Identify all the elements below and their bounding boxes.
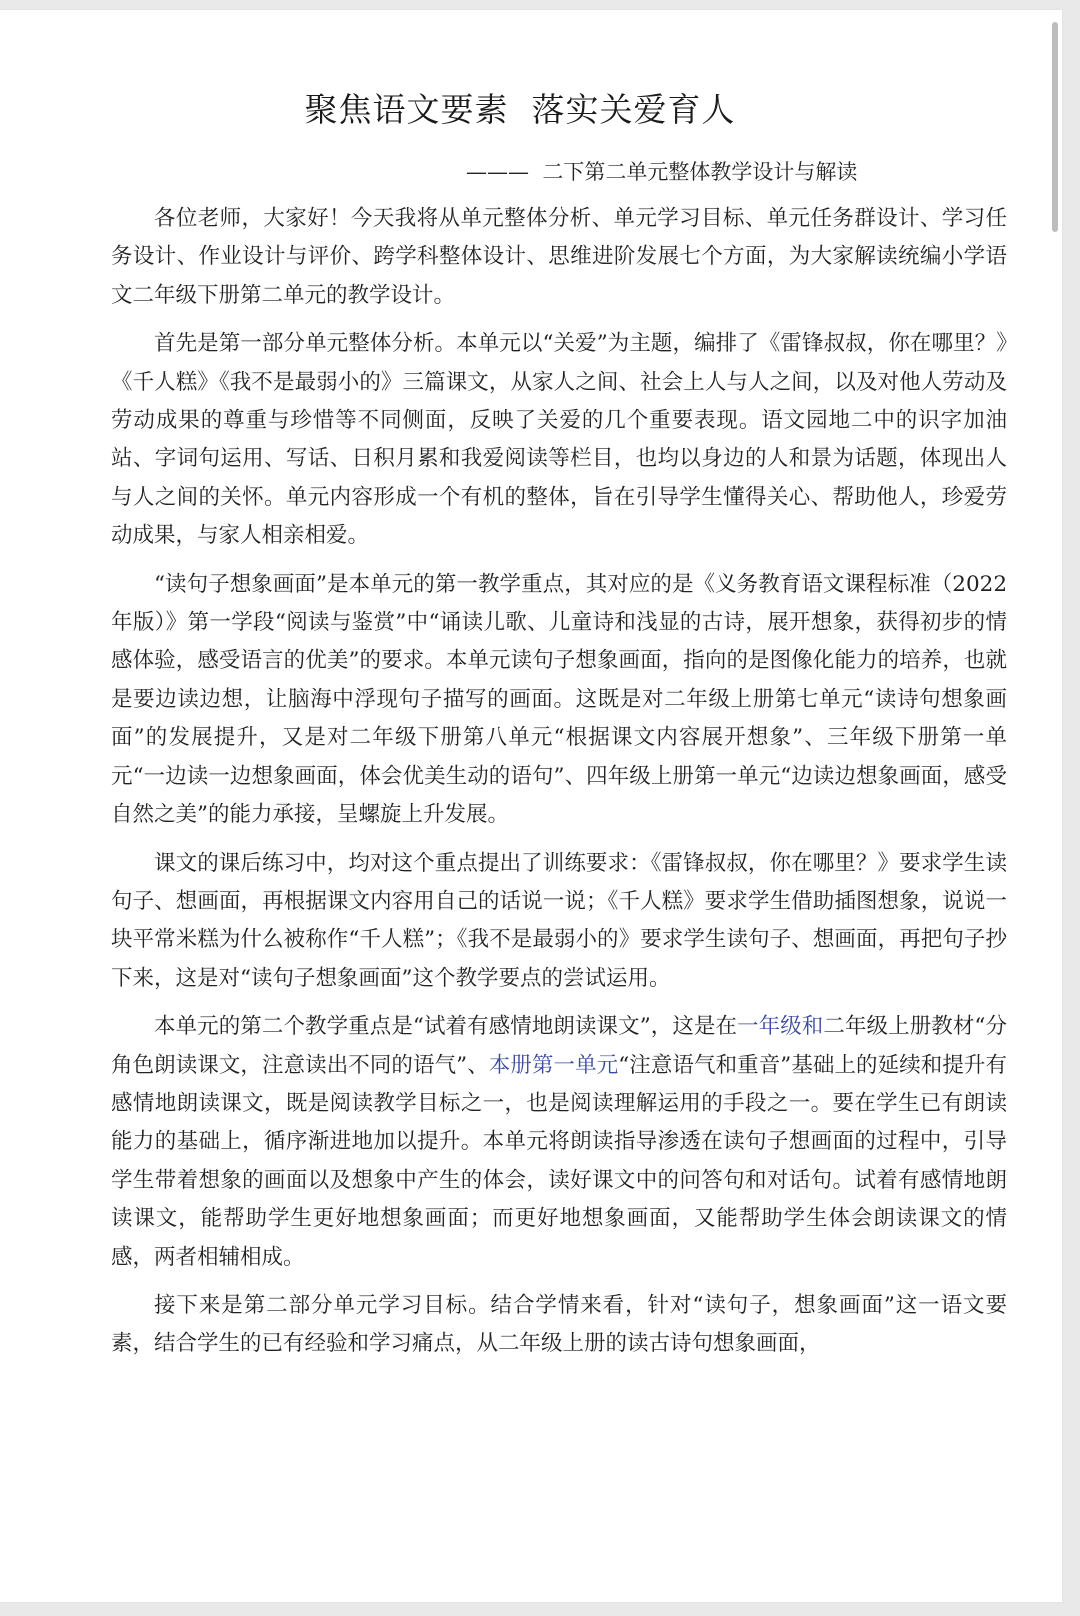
scrollbar[interactable] [1052,22,1058,232]
paragraph-text: “注意语气和重音”基础上的延续和提升有感情地朗读课文，既是阅读教学目标之一，也是阅读理解运用的手段之一。要在学生已有朗读能力的基础上，循序渐进地加以提升。本单元将朗读指导渗透在读句子想画面的过程中，引导学生带着想象的画面以及想象中产生的体会，读好课文中的问答句和对话句。试着有感情地朗读课文，能帮助学生更好地想象画面；而更好地想象画面，又能帮助学生体会朗读课文的情感，两者相辅相成。 [111,1052,1007,1270]
link-grade-one[interactable]: 一年级和 [737,1014,824,1040]
paragraph-exercises: 课文的课后练习中，均对这个重点提出了训练要求：《雷锋叔叔，你在哪里？》要求学生读句子、想画面，再根据课文内容用自己的话说一说；《千人糕》要求学生借助插图想象，说说一块平常米糕为什么被称作“千人糕”；《我不是最弱小的》要求学生读句子、想画面，再把句子抄下来，这是对“读句子想象画面”这个教学要点的尝试运用。 [111,850,1007,991]
paragraph-focus-one: “读句子想象画面”是本单元的第一教学重点，其对应的是《义务教育语文课程标准（2022年版）》第一学段“阅读与鉴赏”中“诵读儿歌、儿童诗和浅显的古诗，展开想象，获得初步的情感体验，感受语言的优美”的要求。本单元读句子想象画面，指向的是图像化能力的培养，也就是要边读边想，让脑海中浮现句子描写的画面。这既是对二年级上册第七单元“读诗句想象画面”的发展提升，又是对二年级下册第八单元“根据课文内容展开想象”、三年级下册第一单元“一边读一边想象画面，体会优美生动的语句”、四年级上册第一单元“边读边想象画面，感受自然之美”的能力承接，呈螺旋上升发展。 [111,571,1007,828]
paragraph-focus-two [111,1008,1007,1277]
paragraph-text: 二年级上册教材“分角色朗读课文，注意读出不同的语气”、 [111,1014,1007,1078]
document-page [0,10,1062,1602]
document-body [111,200,1007,1374]
document-subtitle: ——— 二下第二单元整体教学设计与解读 [466,160,858,184]
paragraph-text: 本单元的第二个教学重点是“试着有感情地朗读课文”，这是在 [154,1014,738,1040]
paragraph-intro: 各位老师，大家好！今天我将从单元整体分析、单元学习目标、单元任务群设计、学习任务设计、作业设计与评价、跨学科整体设计、思维进阶发展七个方面，为大家解读统编小学语文二年级下册第二单元的教学设计。 [111,206,1007,308]
link-this-book-unit-one[interactable]: 本册第一单元 [488,1052,619,1078]
document-title: 聚焦语文要素 落实关爱育人 [304,90,736,129]
paragraph-learning-goals: 接下来是第二部分单元学习目标。结合学情来看，针对“读句子，想象画面”这一语文要素，结合学生的已有经验和学习痛点，从二年级上册的读古诗句想象画面， [111,1292,1007,1357]
paragraph-unit-analysis: 首先是第一部分单元整体分析。本单元以“关爱”为主题，编排了《雷锋叔叔，你在哪里？》《千人糕》《我不是最弱小的》三篇课文，从家人之间、社会上人与人之间，以及对他人劳动及劳动成果的尊重与珍惜等不同侧面，反映了关爱的几个重要表现。语文园地二中的识字加油站、字词句运用、写话、日积月累和我爱阅读等栏目，也均以身边的人和景为话题，体现出人与人之间的关怀。单元内容形成一个有机的整体，旨在引导学生懂得关心、帮助他人，珍爱劳动成果，与家人相亲相爱。 [111,331,1007,549]
